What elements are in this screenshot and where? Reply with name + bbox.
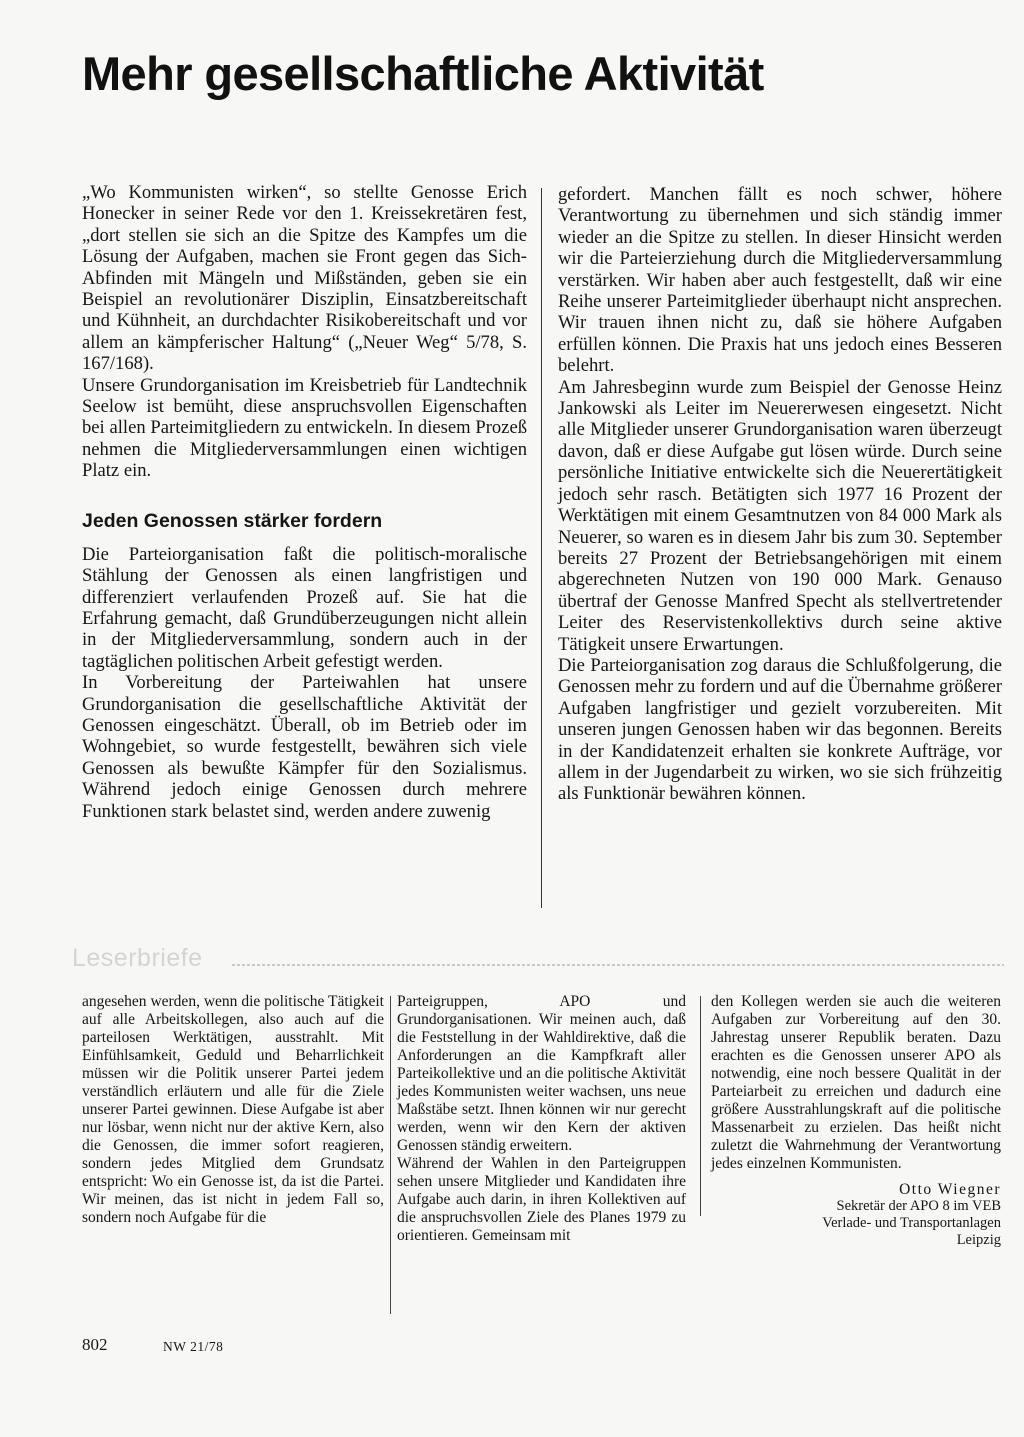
- section-subheading: Jeden Genossen stärker fordern: [82, 509, 383, 532]
- paragraph: In Vorbereitung der Parteiwahlen hat unsere Grundorganisation die gesellschaftliche Aktivität der Genossen eingeschätzt. Überall, ob im Betrieb oder im Wohngebiet, so wurde festgestellt, bewähren sich viele Genossen als bewußte Kämpfer für den Sozialismus. Während jedoch einige Genossen durch mehrere Funktionen stark belastet sind, werden andere zuwenig: [82, 672, 527, 822]
- author-city: Leipzig: [956, 1232, 1001, 1248]
- issue-label: NW 21/78: [163, 1339, 224, 1354]
- paragraph: „Wo Kommunisten wirken“, so stellte Genosse Erich Honecker in seiner Rede vor den 1. Kreissekretären fest, „dort stellen sie sich an die Spitze des Kampfes um die Lösung der Aufgaben, machen sie Front gegen das Sich-Abfinden mit Mängeln und Mißständen, geben sie ein Beispiel an revolutionärer Disziplin, Einsatzbereitschaft und Kühnheit, an durchdachter Risikobereitschaft und vor allem an kämpferischer Haltung“ („Neuer Weg“ 5/78, S. 167/168).: [82, 182, 527, 375]
- paragraph: den Kollegen werden sie auch die weiteren Aufgaben zur Vorbereitung auf den 30. Jahrestag unserer Republik beraten. Dazu erachten es die Genossen unserer APO als notwendig, eine noch bessere Qualität in der Parteiarbeit zu erreichen und dadurch eine größere Ausstrahlungskraft auf die politische Massenarbeit zu erzielen. Das heißt nicht zuletzt die Wahrnehmung der Verantwortung jedes einzelnen Kommunisten.: [711, 993, 1001, 1172]
- letter-column-3: [711, 993, 1001, 1249]
- author-title: Sekretär der APO 8 im VEB: [836, 1198, 1001, 1214]
- author-name: Otto Wiegner: [899, 1181, 1001, 1198]
- article-column-right: [558, 184, 1002, 805]
- paragraph: Die Parteiorganisation zog daraus die Schlußfolgerung, die Genossen mehr zu fordern und auf die Übernahme größerer Aufgaben langfristiger und gezielt vorzubereiten. Mit unseren jungen Genossen haben wir das begonnen. Bereits in der Kandidatenzeit erhalten sie konkrete Aufträge, vor allem in der Jugendarbeit zu wirken, wo sie sich frühzeitig als Funktionär bewähren können.: [558, 654, 1003, 805]
- letter-column-2: [397, 993, 686, 1245]
- paragraph: Am Jahresbeginn wurde zum Beispiel der Genosse Heinz Jankowski als Leiter im Neuererwesen eingesetzt. Nicht alle Mitglieder unserer Grundorganisation waren überzeugt davon, daß er diese Aufgabe gut lösen würde. Durch seine persönliche Initiative entwickelte sich die Neuerertätigkeit jedoch sehr rasch. Betätigten sich 1977 16 Prozent der Werktätigen mit einem Gesamtnutzen von 84 000 Mark als Neuerer, so waren es in diesem Jahr bis zum 30. September bereits 27 Prozent der Betriebsangehörigen mit einem abgerechneten Nutzen von 190 000 Mark. Genauso übertraf der Genosse Manfred Specht als stellvertretender Leiter des Reservistenkollektivs durch seine aktive Tätigkeit unsere Erwartungen.: [558, 376, 1002, 655]
- column-divider: [390, 996, 391, 1314]
- signature-block: [711, 1181, 1001, 1249]
- article-column-left: [82, 182, 527, 822]
- article-headline: Mehr gesellschaftliche Aktivität: [82, 47, 764, 100]
- paragraph: gefordert. Manchen fällt es noch schwer, höhere Verantwortung zu übernehmen und sich ständig immer wieder an die Spitze zu stellen. In dieser Hinsicht werden wir die Parteierziehung durch die Mitgliederversammlung verstärken. Wir haben aber auch festgestellt, daß wir eine Reihe unserer Parteimitglieder überhaupt nicht ansprechen. Wir trauen ihnen nicht zu, daß sie höhere Aufgaben erfüllen können. Die Praxis hat uns jedoch eines Besseren belehrt.: [558, 184, 1002, 377]
- paragraph: Parteigruppen, APO und Grundorganisationen. Wir meinen auch, daß die Feststellung in der Wahldirektive, daß die Anforderungen an die Kampfkraft aller Parteikollektive und an die politische Aktivität jedes Kommunisten weiter wachsen, uns neue Maßstäbe setzt. Ihnen können wir nur gerecht werden, wenn wir den Kern der aktiven Genossen ständig erweitern.: [397, 993, 686, 1154]
- section-divider: [232, 964, 1004, 966]
- letter-column-1: [82, 993, 384, 1227]
- page-number: 802: [82, 1335, 108, 1354]
- paragraph: Die Parteiorganisation faßt die politisch-moralische Stählung der Genossen als einen langfristigen und differenziert verlaufenden Prozeß auf. Sie hat die Erfahrung gemacht, daß Grundüberzeugungen nicht allein in der Mitgliederversammlung, sondern auch in der tagtäglichen politischen Arbeit gefestigt werden.: [82, 543, 527, 672]
- column-divider: [700, 996, 701, 1216]
- author-organization: Verlade- und Transportanlagen: [822, 1215, 1001, 1231]
- section-label: Leserbriefe: [72, 944, 203, 972]
- paragraph: Unsere Grundorganisation im Kreisbetrieb für Landtechnik Seelow ist bemüht, diese anspruchsvollen Eigenschaften bei allen Parteimitgliedern zu entwickeln. In diesem Prozeß nehmen die Mitgliederversammlungen einen wichtigen Platz ein.: [82, 374, 527, 482]
- paragraph: Während der Wahlen in den Parteigruppen sehen unsere Mitglieder und Kandidaten ihre Aufgabe auch darin, in ihren Kollektiven auf die anspruchsvollen Ziele des Planes 1979 zu orientieren. Gemeinsam mit: [397, 1155, 686, 1244]
- paragraph: angesehen werden, wenn die politische Tätigkeit auf alle Arbeitskollegen, also auch auf die parteilosen Werktätigen, ausstrahlt. Mit Einfühlsamkeit, Geduld und Beharrlichkeit müssen wir die Politik unserer Partei jedem verständlich erläutern und alle für die Ziele unserer Partei gewinnen. Diese Aufgabe ist aber nur lösbar, wenn nicht nur der aktive Kern, also die Genossen, die immer sofort reagieren, sondern jedes Mitglied dem Grundsatz entspricht: Wo ein Genosse ist, da ist die Partei. Wir meinen, das ist nicht in jedem Fall so, sondern noch Aufgabe für die: [82, 993, 384, 1226]
- column-divider: [541, 188, 542, 908]
